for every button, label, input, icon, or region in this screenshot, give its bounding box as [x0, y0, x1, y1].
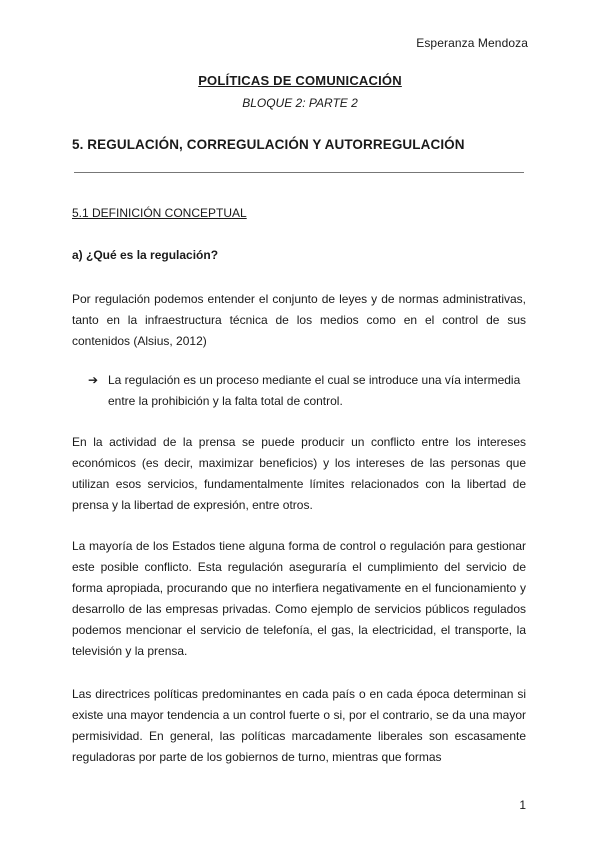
arrow-right-icon: ➔	[88, 373, 99, 387]
section-heading: 5. REGULACIÓN, CORREGULACIÓN Y AUTORREGULACIÓN	[72, 137, 465, 152]
paragraph-definition: Por regulación podemos entender el conjunto de leyes y de normas administrativas, tanto en la infraestructura técnica de los medios como en el control de sus contenidos (Alsius, 2012)	[72, 292, 526, 348]
document-subtitle: BLOQUE 2: PARTE 2	[242, 96, 358, 110]
bullet-item	[88, 370, 528, 412]
header-author: Esperanza Mendoza	[416, 36, 528, 50]
horizontal-divider	[74, 172, 524, 173]
paragraph-political-guidelines: Las directrices políticas predominantes en cada país o en cada época determinan si existe una mayor tendencia a un control fuerte o si, por el contrario, se da una mayor permisividad. En general, las políticas marcadamente liberales son escasamente reguladoras por parte de los gobiernos de turno, mientras que formas	[72, 687, 526, 764]
document-title: POLÍTICAS DE COMUNICACIÓN	[198, 73, 402, 88]
page-number: 1	[519, 798, 526, 812]
question-heading: a) ¿Qué es la regulación?	[72, 248, 219, 262]
paragraph-states: La mayoría de los Estados tiene alguna forma de control o regulación para gestionar este posible conflicto. Esta regulación aseguraría el cumplimiento del servicio de forma apropiada, procurando que no interfiera negativamente en el funcionamiento y desarrollo de las empresas privadas. Como ejemplo de servicios públicos regulados podemos mencionar el servicio de telefonía, el gas, la electricidad, el transporte, la televisión y la prensa.	[72, 539, 526, 658]
bullet-text: La regulación es un proceso mediante el cual se introduce una vía intermedia entre la prohibición y la falta total de control.	[108, 373, 521, 408]
subsection-heading: 5.1 DEFINICIÓN CONCEPTUAL	[72, 206, 247, 220]
paragraph-conflict: En la actividad de la prensa se puede producir un conflicto entre los intereses económicos (es decir, maximizar beneficios) y los intereses de las personas que utilizan esos servicios, fundamentalmente límites relacionados con la libertad de prensa y la libertad de expresión, entre otros.	[72, 435, 526, 512]
